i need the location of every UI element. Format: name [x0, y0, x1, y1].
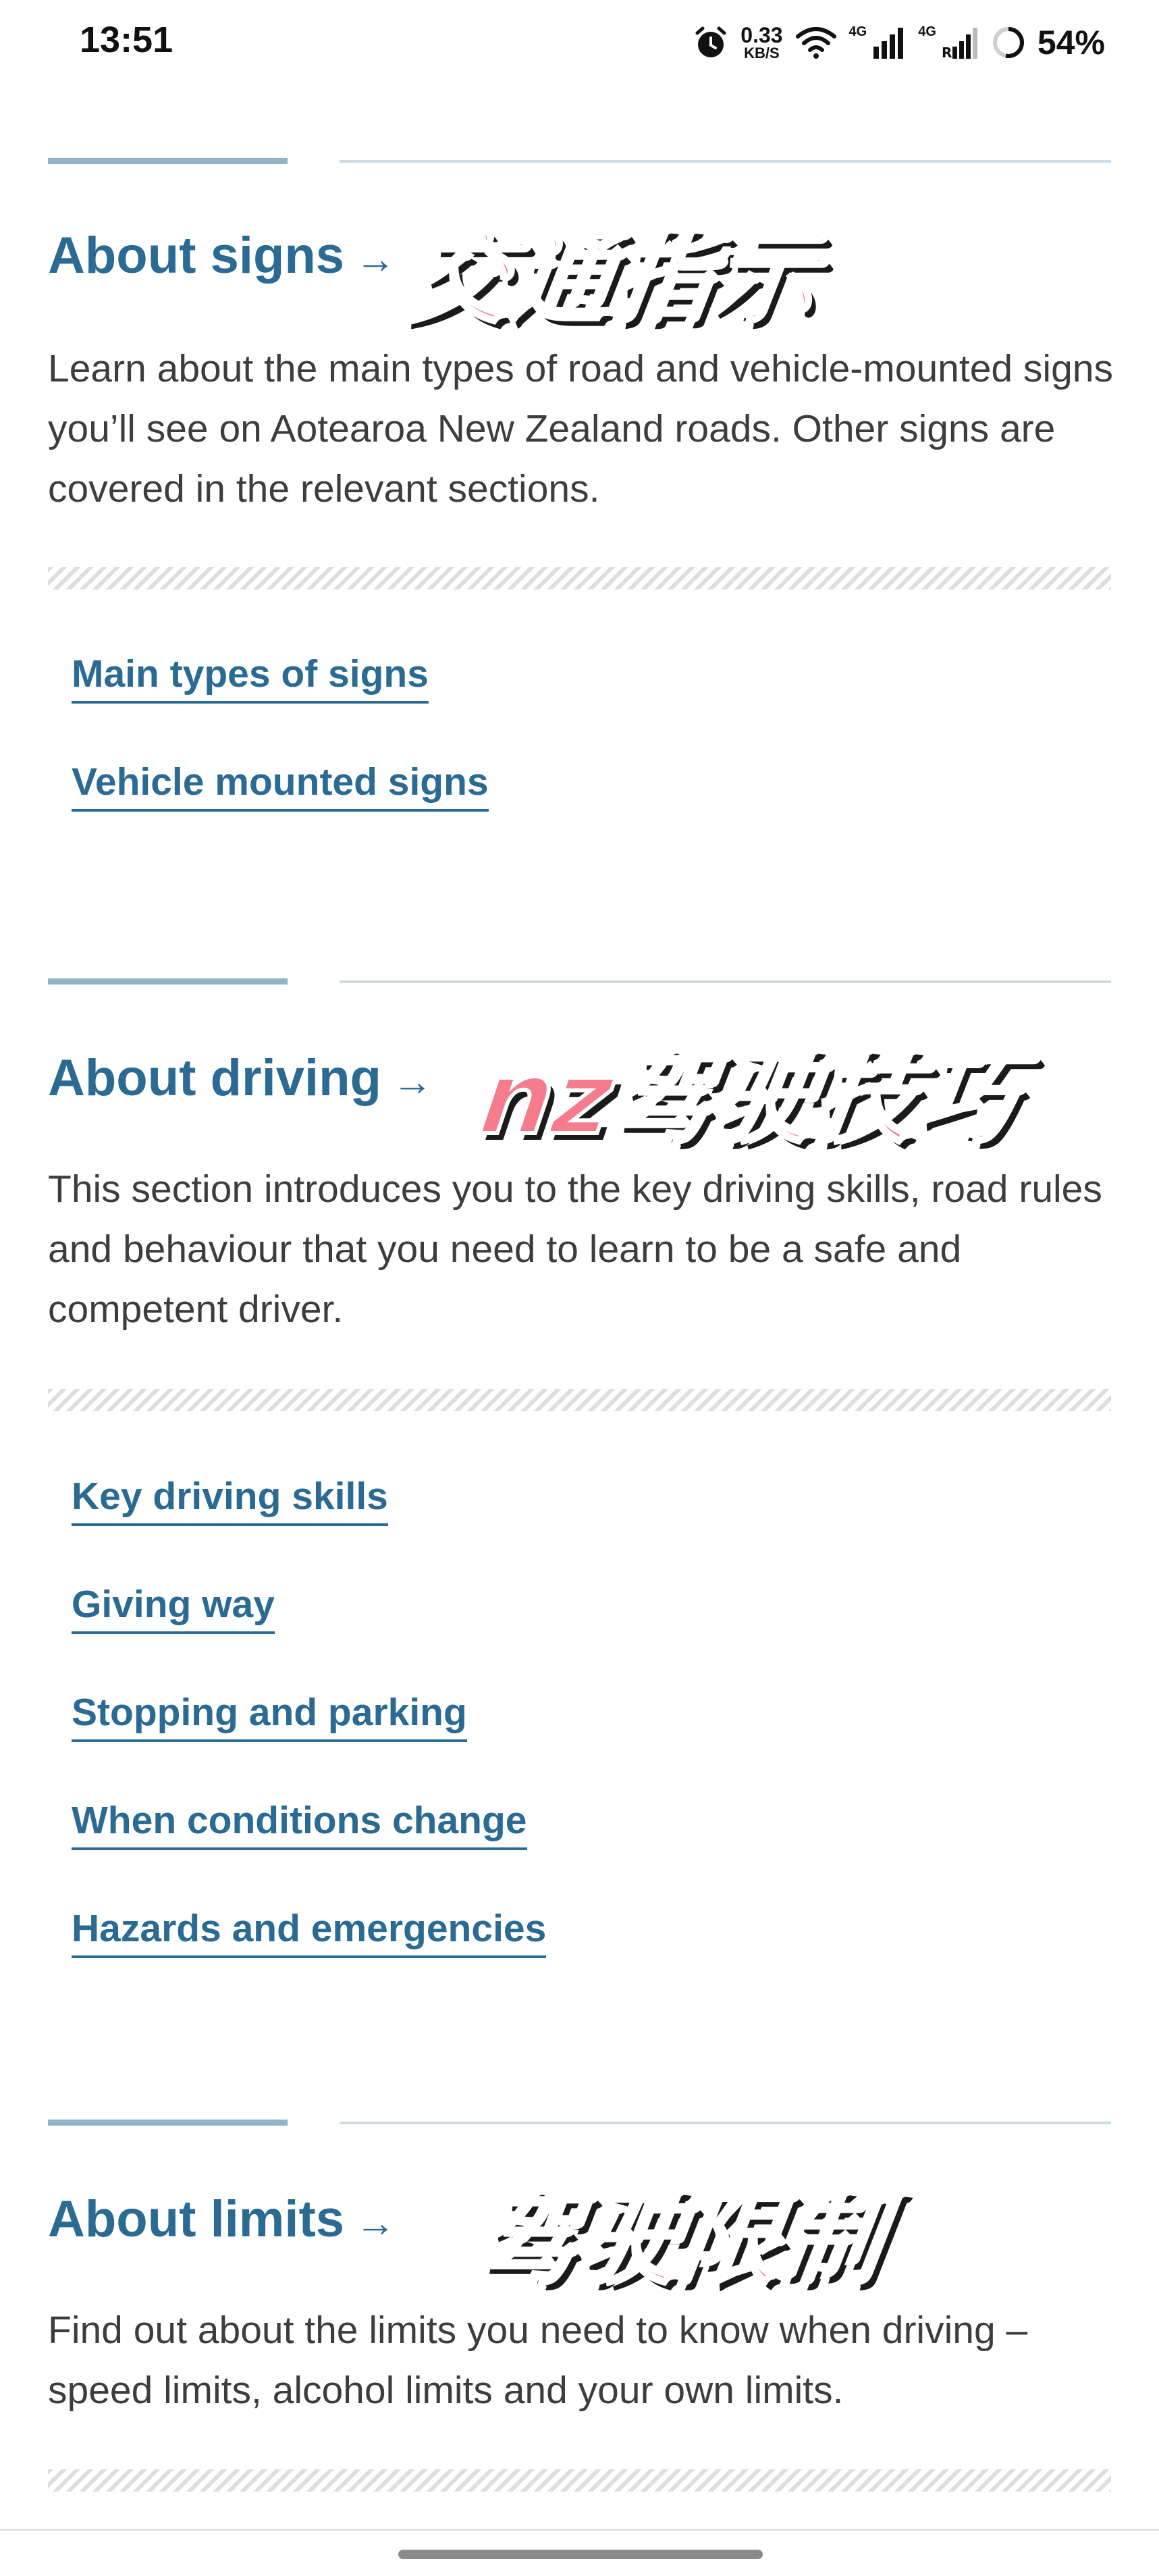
network-speed-unit: KB/S: [744, 45, 780, 61]
section-description: Find out about the limits you need to know when driving – speed limits, alcohol limits and your own limits.: [48, 2309, 1028, 2412]
section-description: Learn about the main types of road and vehicle-mounted signs you’ll see on Aotearoa New Zealand roads. Other signs are covered in the relevant sections.: [48, 347, 1113, 510]
hatched-divider: [48, 567, 1111, 589]
heading-link-about-signs[interactable]: [48, 226, 396, 285]
arrow-right-icon: →: [355, 236, 396, 282]
heading-label: About limits: [48, 2190, 345, 2248]
link-stopping-and-parking[interactable]: Stopping and parking: [72, 1689, 467, 1742]
section-rule: [340, 160, 1111, 163]
link-main-types-of-signs[interactable]: Main types of signs: [72, 651, 429, 704]
heading-link-about-driving[interactable]: [48, 1049, 433, 1107]
heading-link-about-limits[interactable]: [48, 2190, 396, 2249]
link-key-driving-skills[interactable]: Key driving skills: [72, 1473, 388, 1526]
svg-text:R: R: [941, 45, 952, 59]
status-bar: [0, 0, 1159, 88]
arrow-right-icon: →: [355, 2200, 396, 2245]
alarm-icon: [693, 25, 728, 60]
section-rule: [340, 2122, 1111, 2124]
home-indicator[interactable]: [398, 2550, 763, 2559]
hatched-divider: [48, 1389, 1111, 1411]
section-rule-accent: [48, 978, 288, 984]
section-rule: [340, 980, 1111, 983]
heading-label: About driving: [48, 1049, 381, 1107]
heading-label: About signs: [48, 227, 345, 284]
battery-icon: [992, 26, 1025, 59]
arrow-right-icon: →: [392, 1059, 433, 1104]
hatched-divider: [48, 2469, 1111, 2492]
link-vehicle-mounted-signs[interactable]: Vehicle mounted signs: [72, 759, 489, 812]
section-rule-accent: [48, 2120, 288, 2126]
signal-icon: [872, 26, 906, 59]
battery-percentage: 54%: [1037, 24, 1105, 61]
wifi-icon: [795, 26, 837, 59]
status-icons: [693, 19, 1105, 66]
status-time: 13:51: [80, 20, 173, 60]
link-when-conditions-change[interactable]: When conditions change: [72, 1797, 527, 1850]
network-speed-value: 0.33: [740, 23, 783, 47]
signal2-label: 4G: [918, 24, 936, 39]
sticker-annotation: nz驾驶技巧: [473, 1040, 1026, 1157]
sticker-annotation: 驾驶限制: [469, 2181, 892, 2298]
link-giving-way[interactable]: Giving way: [72, 1581, 275, 1634]
bottom-divider: [0, 2529, 1159, 2531]
signal1-label: 4G: [848, 24, 867, 39]
signal-roaming-icon: [942, 26, 979, 59]
section-description: This section introduces you to the key driving skills, road rules and behaviour that you need to learn to be a safe and competent driver.: [48, 1167, 1102, 1331]
link-hazards-and-emergencies[interactable]: Hazards and emergencies: [72, 1905, 546, 1958]
network-speed: [740, 24, 782, 61]
sticker-annotation: 交通指示: [402, 219, 824, 337]
section-rule-accent: [48, 158, 288, 164]
